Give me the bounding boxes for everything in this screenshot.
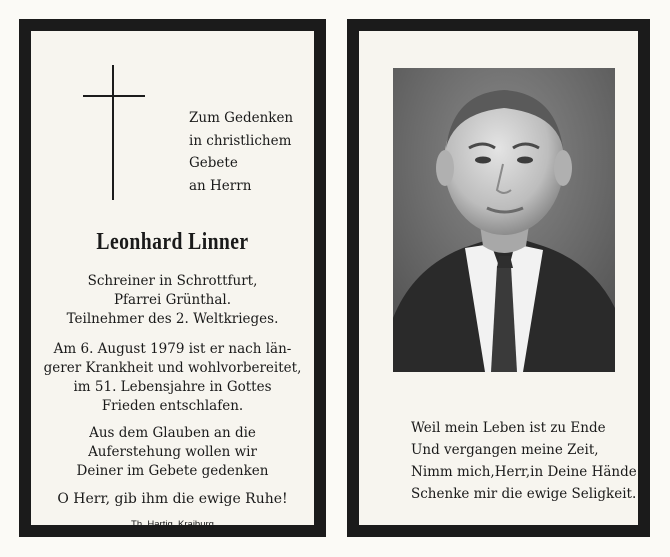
- death-notice-line: im 51. Lebensjahre in Gottes: [73, 379, 272, 395]
- poem-line: Nimm mich,Herr,in Deine Hände: [411, 464, 637, 480]
- death-notice-line: Am 6. August 1979 ist er nach län-: [53, 341, 292, 357]
- poem-line: Und vergangen meine Zeit,: [411, 442, 599, 458]
- right-card-panel: [359, 31, 638, 525]
- dedication-line: an Herrn: [189, 177, 252, 194]
- occupation-line: Teilnehmer des 2. Weltkrieges.: [66, 311, 279, 327]
- death-notice-line: gerer Krankheit und wohlvorbereitet,: [43, 360, 302, 376]
- deceased-name: Leonhard Linner: [96, 229, 249, 255]
- occupation-block: [31, 272, 314, 329]
- portrait-image: [393, 68, 615, 372]
- dedication-line: Zum Gedenken: [189, 110, 294, 126]
- dedication-line: Gebete: [189, 155, 238, 171]
- right-card: [347, 19, 650, 537]
- prayer-line: O Herr, gib ihm die ewige Ruhe!: [57, 491, 288, 507]
- death-notice-block: [31, 340, 314, 416]
- left-card-panel: [31, 31, 314, 530]
- dedication-text: [189, 107, 293, 197]
- occupation-line: Pfarrei Grünthal.: [113, 292, 232, 308]
- printer-credit: Th. Hartig, Kraiburg: [131, 519, 214, 530]
- cross-icon: [83, 65, 145, 200]
- poem-line: Weil mein Leben ist zu Ende: [411, 420, 606, 436]
- dedication-line: in christlichem: [189, 132, 292, 149]
- portrait-photo: [393, 68, 615, 372]
- faith-line: Deiner im Gebete gedenken: [76, 463, 269, 479]
- death-notice-line: Frieden entschlafen.: [101, 398, 244, 414]
- left-card: [19, 19, 326, 537]
- poem-verse: [411, 417, 637, 505]
- occupation-line: Schreiner in Schrottfurt,: [87, 273, 258, 289]
- faith-line: Auferstehung wollen wir: [88, 444, 257, 460]
- poem-line: Schenke mir die ewige Seligkeit.: [411, 486, 637, 502]
- faith-line: Aus dem Glauben an die: [89, 425, 256, 441]
- faith-block: [31, 424, 314, 481]
